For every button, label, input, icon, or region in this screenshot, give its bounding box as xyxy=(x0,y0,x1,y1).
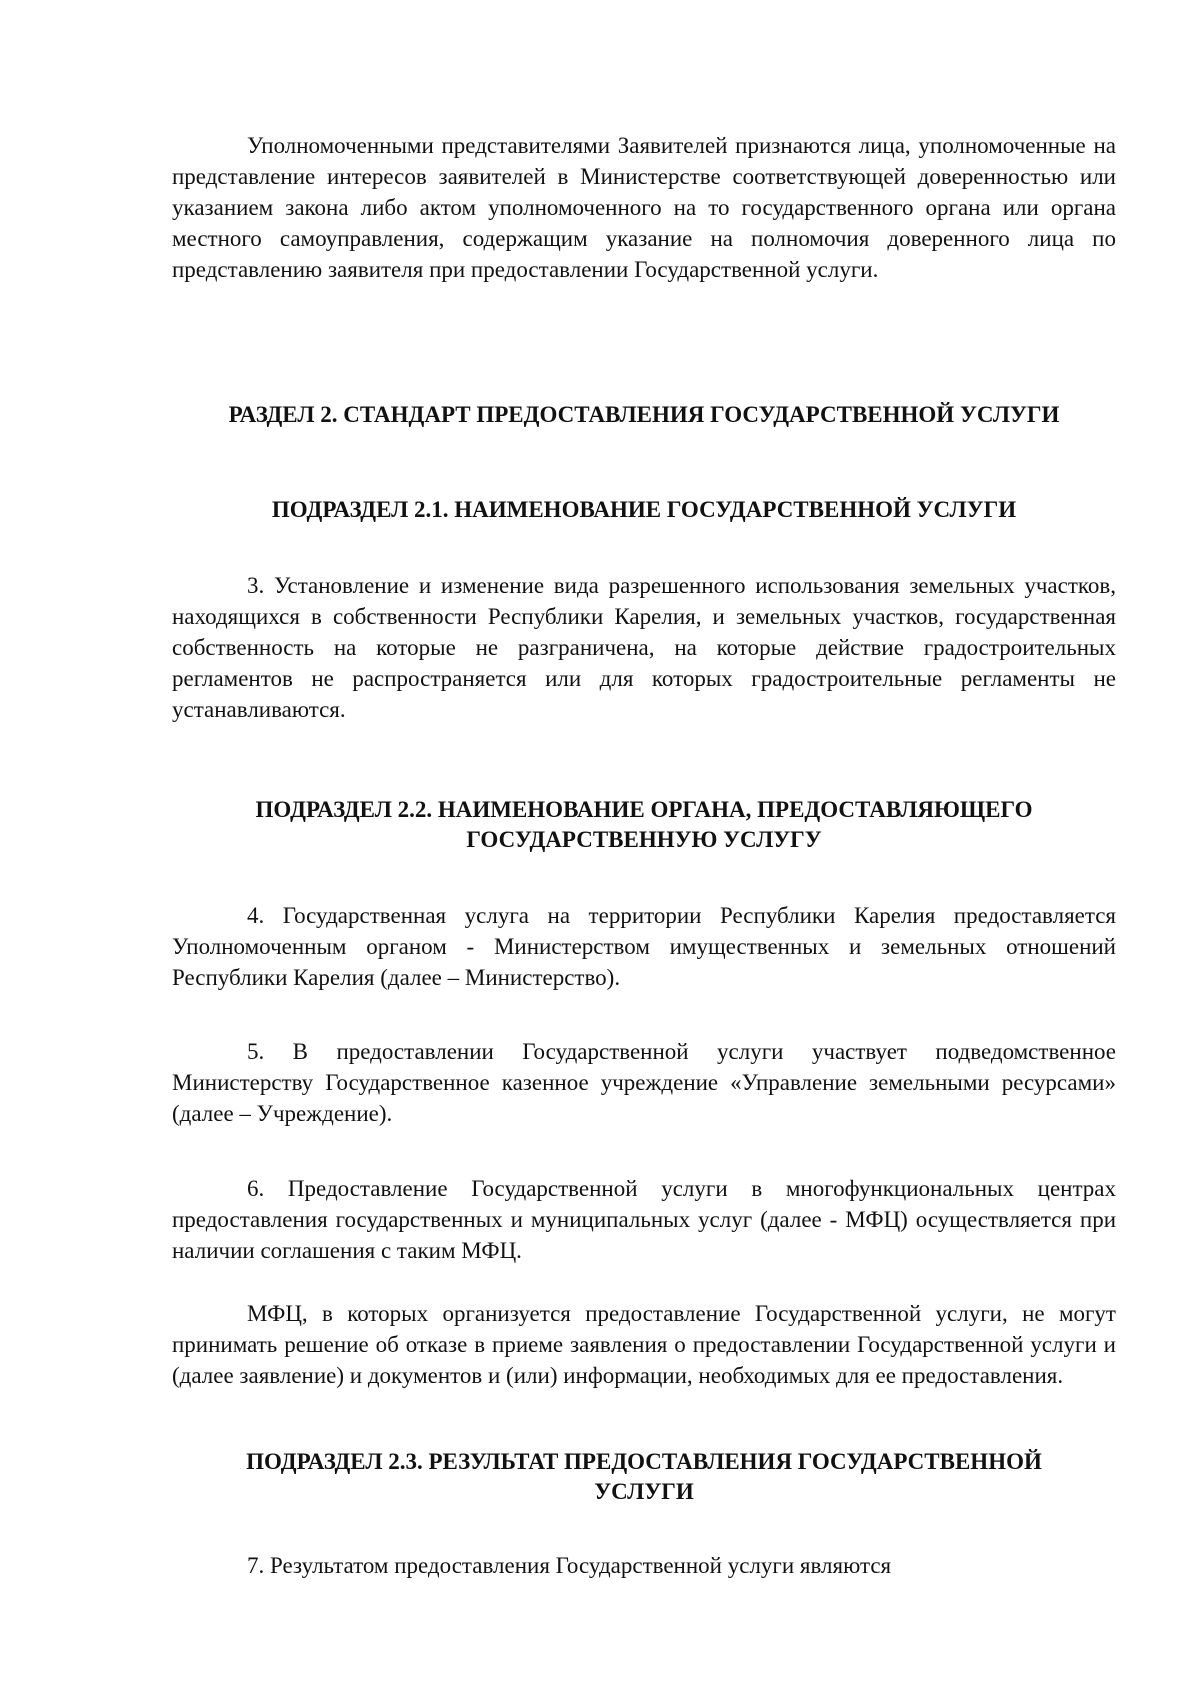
item-4-paragraph: 4. Государственная услуга на территории Республики Карелия предоставляется Уполномоченным органом - Министерством имущественных и земельных отношений Республики Карелия (далее – Министерство). xyxy=(172,903,1116,990)
paragraph-mfc: МФЦ, в которых организуется предоставление Государственной услуги, не могут принимать решение об отказе в приеме заявления о предоставлении Государственной услуги и (далее заявление) и документов и (или) информации, необходимых для ее предоставления. xyxy=(172,1301,1116,1388)
subsection-2-2-title-line1: ПОДРАЗДЕЛ 2.2. НАИМЕНОВАНИЕ ОРГАНА, ПРЕДОСТАВЛЯЮЩЕГО xyxy=(255,797,1033,822)
item-3-paragraph: 3. Установление и изменение вида разрешенного использования земельных участков, находящихся в собственности Республики Карелия, и земельных участков, государственная собственность на которые не разграничена, на которые действие градостроительных регламентов не распространяется или для которых градостроительные регламенты не устанавливаются. xyxy=(172,573,1116,722)
subsection-2-3-title-line2: УСЛУГИ xyxy=(594,1479,694,1504)
section-2-title: РАЗДЕЛ 2. СТАНДАРТ ПРЕДОСТАВЛЕНИЯ ГОСУДАРСТВЕННОЙ УСЛУГИ xyxy=(228,402,1060,427)
subsection-2-2-title xyxy=(172,795,1116,855)
paragraph-representatives: Уполномоченными представителями Заявителей признаются лица, уполномоченные на представление интересов заявителей в Министерстве соответствующей доверенностью или указанием закона либо актом уполномоченного на то государственного органа или органа местного самоуправления, содержащим указание на полномочия доверенного лица по представлению заявителя при предоставлении Государственной услуги. xyxy=(172,133,1116,282)
subsection-2-1-title: ПОДРАЗДЕЛ 2.1. НАИМЕНОВАНИЕ ГОСУДАРСТВЕННОЙ УСЛУГИ xyxy=(271,497,1017,522)
subsection-2-3-title-line1: ПОДРАЗДЕЛ 2.3. РЕЗУЛЬТАТ ПРЕДОСТАВЛЕНИЯ ГОСУДАРСТВЕННОЙ xyxy=(246,1449,1042,1474)
subsection-2-3-title xyxy=(172,1447,1116,1507)
item-7-paragraph: 7. Результатом предоставления Государственной услуги являются xyxy=(247,1553,892,1578)
item-6-paragraph: 6. Предоставление Государственной услуги в многофункциональных центрах предоставления государственных и муниципальных услуг (далее - МФЦ) осуществляется при наличии соглашения с таким МФЦ. xyxy=(172,1176,1116,1263)
subsection-2-2-title-line2: ГОСУДАРСТВЕННУЮ УСЛУГУ xyxy=(466,827,822,852)
item-5-paragraph: 5. В предоставлении Государственной услуги участвует подведомственное Министерству Государственное казенное учреждение «Управление земельными ресурсами» (далее – Учреждение). xyxy=(172,1039,1116,1126)
